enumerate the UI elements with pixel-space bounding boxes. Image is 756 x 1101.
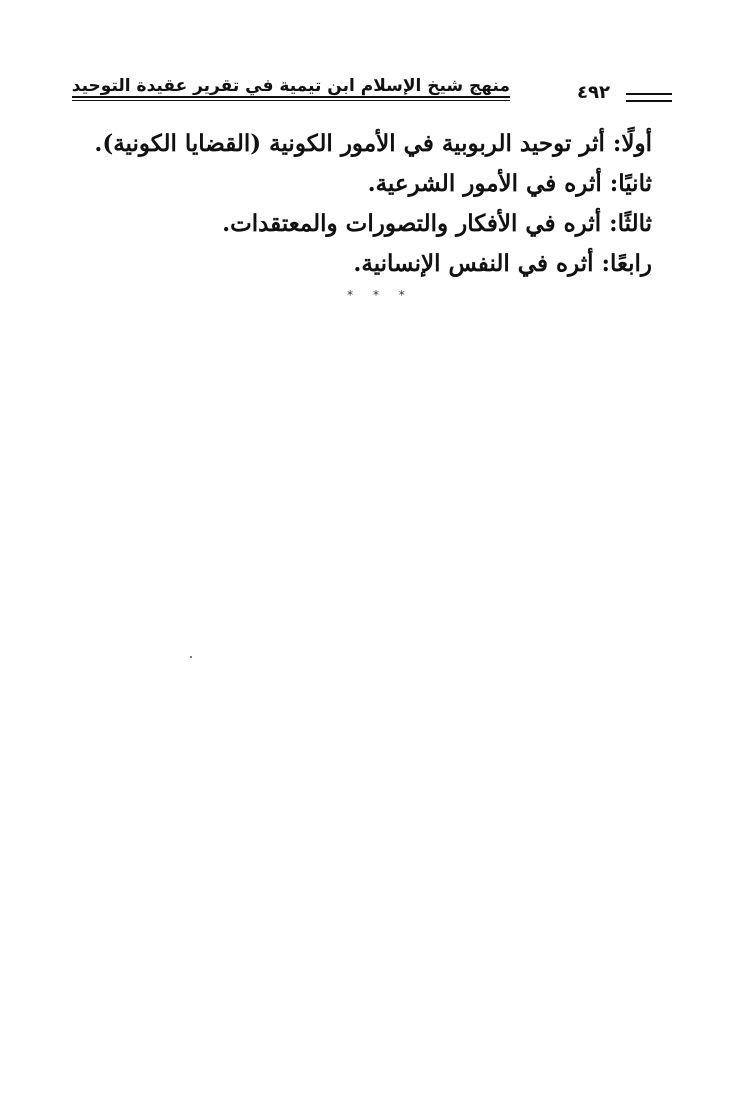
body-line-third: ثالثًا: أثره في الأفكار والتصورات والمعتقدات.: [222, 210, 652, 237]
page-number-rule-top: [626, 93, 672, 95]
running-header: [72, 72, 672, 112]
body-line-first: أولًا: أثر توحيد الربوبية في الأمور الكونية (القضايا الكونية).: [94, 130, 652, 157]
page-number-rule-bottom: [626, 100, 672, 102]
body-text: [92, 124, 652, 284]
header-title: منهج شيخ الإسلام ابن تيمية في تقرير عقيدة التوحيد: [71, 76, 510, 96]
header-rule: [72, 96, 510, 101]
body-line-fourth: رابعًا: أثره في النفس الإنسانية.: [353, 250, 652, 277]
body-line-second: ثانيًا: أثره في الأمور الشرعية.: [367, 170, 652, 197]
scan-speck: [190, 656, 192, 658]
section-separator: * * *: [347, 288, 413, 302]
page-number: ٤٩٢: [577, 82, 610, 103]
